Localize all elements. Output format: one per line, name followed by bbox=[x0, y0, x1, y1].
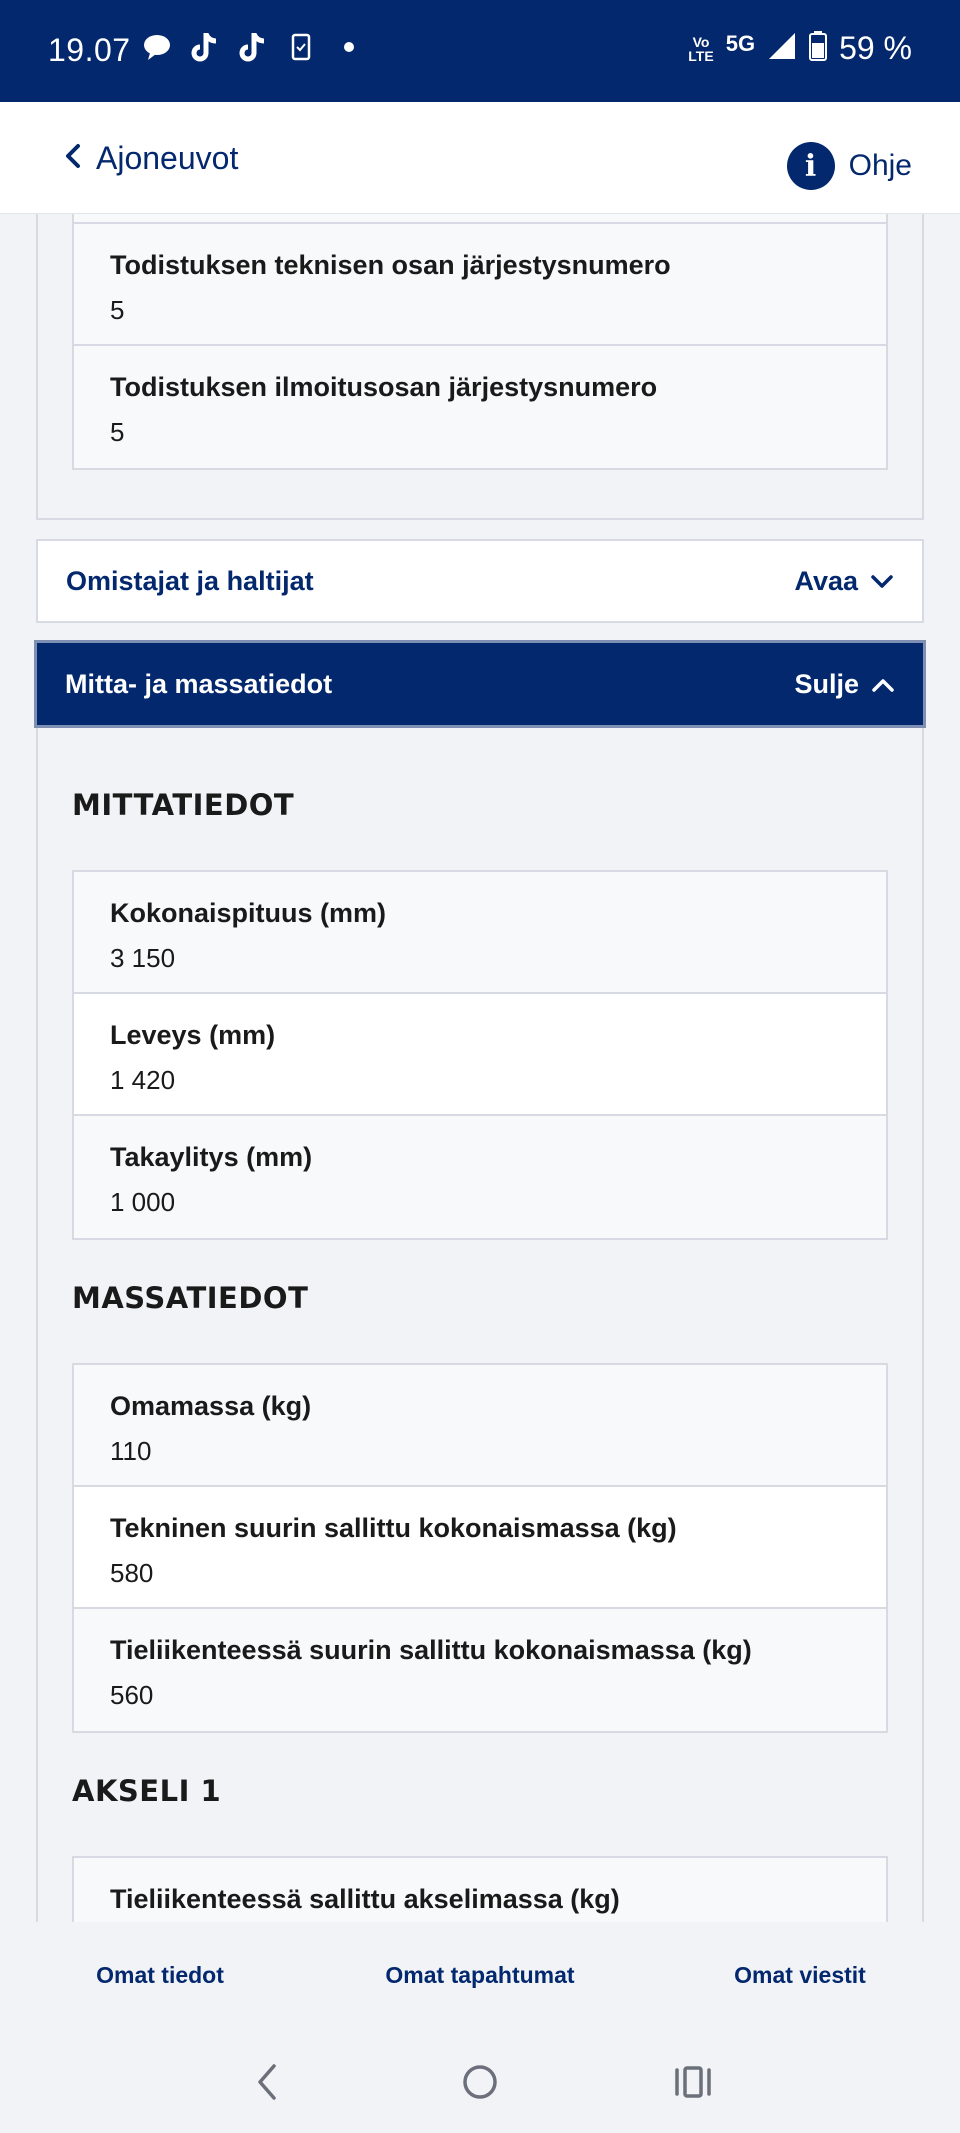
list-item bbox=[74, 1609, 886, 1731]
field-value: 560 bbox=[110, 1680, 154, 1710]
field-value: 5 bbox=[110, 417, 125, 447]
system-nav-bar bbox=[0, 2052, 960, 2112]
field-label: Takaylitys (mm) bbox=[110, 1142, 313, 1172]
open-button[interactable]: Avaa bbox=[794, 566, 894, 597]
battery-icon bbox=[809, 31, 827, 66]
list-item bbox=[74, 346, 886, 468]
help-link-label: Ohje bbox=[848, 149, 912, 182]
status-right bbox=[688, 30, 912, 67]
field-value: 110 bbox=[110, 1436, 152, 1466]
chat-bubble-icon bbox=[142, 30, 172, 64]
mass-list bbox=[72, 1363, 888, 1733]
chevron-up-icon bbox=[871, 669, 895, 700]
field-label: Tieliikenteessä sallittu akselimassa (kg) bbox=[110, 1884, 620, 1914]
list-item bbox=[74, 1365, 886, 1487]
system-home-button[interactable] bbox=[450, 2052, 510, 2112]
nav-omat-viestit[interactable]: Omat viestit bbox=[734, 1962, 866, 1988]
field-value: 580 bbox=[110, 1558, 154, 1588]
field-value: 1 420 bbox=[110, 1065, 176, 1095]
section-heading: AKSELI 1 bbox=[72, 1774, 222, 1808]
notification-icons bbox=[142, 30, 364, 64]
list-item bbox=[74, 1116, 886, 1238]
section-heading: MITTATIEDOT bbox=[72, 788, 295, 822]
field-label: Kokonaispituus (mm) bbox=[110, 898, 387, 928]
nav-omat-tapahtumat[interactable]: Omat tapahtumat bbox=[385, 1962, 575, 1988]
chevron-down-icon bbox=[870, 566, 894, 597]
tiktok-icon bbox=[190, 30, 220, 64]
field-value: 3 150 bbox=[110, 943, 176, 973]
certificate-list bbox=[72, 214, 888, 470]
volte-indicator: Vo LTE bbox=[688, 33, 714, 64]
dot-icon bbox=[334, 30, 364, 64]
list-item bbox=[74, 872, 886, 994]
back-link[interactable] bbox=[64, 140, 238, 177]
bottom-nav bbox=[0, 1922, 960, 2133]
status-time: 19.07 bbox=[48, 32, 131, 68]
signal-icon bbox=[767, 31, 797, 66]
device-icon bbox=[286, 30, 316, 64]
field-label: Tekninen suurin sallittu kokonaismassa (kg) bbox=[110, 1513, 677, 1543]
list-item bbox=[74, 224, 886, 346]
field-label: Todistuksen teknisen osan järjestysnumero bbox=[110, 250, 671, 280]
accordion-title: Mitta- ja massatiedot bbox=[65, 668, 333, 699]
list-item bbox=[74, 1858, 886, 1922]
dimensions-accordion[interactable] bbox=[34, 640, 926, 728]
field-label: Todistuksen ilmoitusosan järjestysnumero bbox=[110, 372, 658, 402]
field-label: Omamassa (kg) bbox=[110, 1391, 312, 1421]
back-link-label: Ajoneuvot bbox=[96, 140, 239, 176]
list-item bbox=[74, 1487, 886, 1609]
field-value: 1 000 bbox=[110, 1187, 176, 1217]
dimensions-list bbox=[72, 870, 888, 1240]
battery-percent: 59 % bbox=[839, 30, 912, 66]
main-content[interactable] bbox=[0, 214, 960, 1922]
recents-icon bbox=[673, 2064, 713, 2100]
app-header bbox=[0, 102, 960, 214]
field-value: 5 bbox=[110, 295, 125, 325]
owners-accordion[interactable] bbox=[36, 539, 924, 623]
system-back-button[interactable] bbox=[237, 2052, 297, 2112]
system-recents-button[interactable] bbox=[663, 2052, 723, 2112]
list-item bbox=[74, 994, 886, 1116]
axle-list bbox=[72, 1856, 888, 1922]
tiktok-icon bbox=[238, 30, 268, 64]
section-heading: MASSATIEDOT bbox=[72, 1281, 309, 1315]
chevron-left-icon bbox=[64, 140, 82, 177]
bottom-nav-links bbox=[0, 1962, 960, 1989]
list-item bbox=[74, 214, 886, 224]
close-button[interactable]: Sulje bbox=[794, 669, 895, 700]
accordion-title: Omistajat ja haltijat bbox=[66, 565, 314, 596]
status-bar bbox=[0, 0, 960, 102]
network-type: 5G bbox=[725, 30, 756, 56]
field-label: Tieliikenteessä suurin sallittu kokonaismassa (kg) bbox=[110, 1635, 752, 1665]
field-label: Leveys (mm) bbox=[110, 1020, 276, 1050]
back-arrow-icon bbox=[252, 2062, 282, 2102]
help-link[interactable] bbox=[787, 142, 912, 190]
info-icon: i bbox=[787, 142, 835, 190]
nav-omat-tiedot[interactable]: Omat tiedot bbox=[96, 1962, 224, 1988]
home-circle-icon bbox=[460, 2062, 500, 2102]
